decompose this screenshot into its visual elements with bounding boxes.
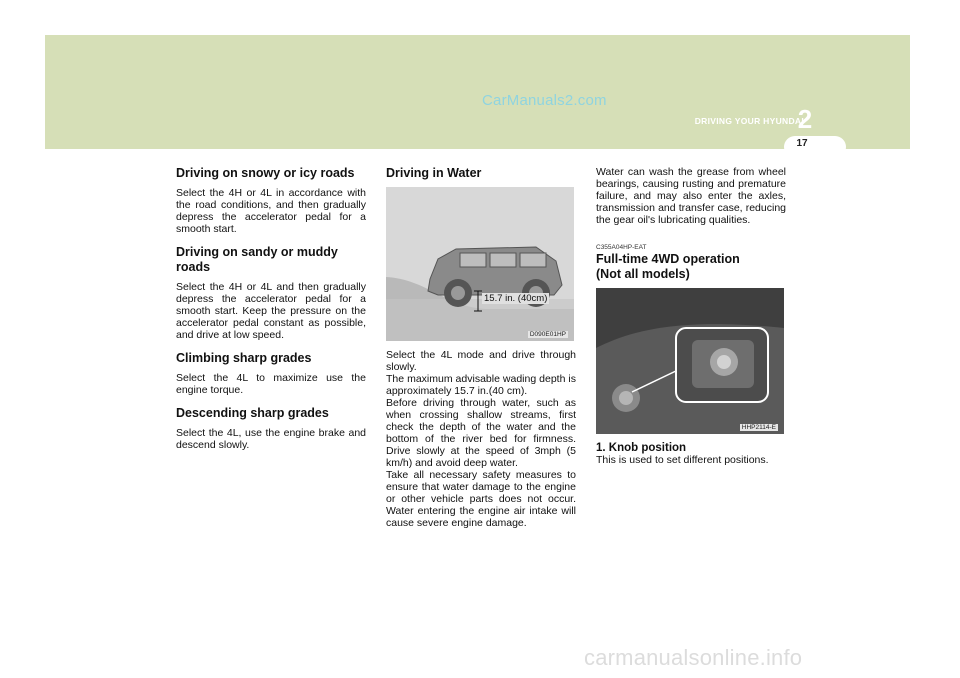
suv-in-water-illustration (386, 187, 574, 341)
figure-code: HHP2114-E (741, 424, 776, 431)
water-paragraph-3: Before driving through water, such as when crossing shallow streams, first check the depth of the water and the bottom of the river bed for firmness. Drive slowly at the speed of 3mph (5 km/h) and avoid deep water. (386, 397, 576, 469)
column-3 (596, 166, 786, 476)
4wd-heading-line2: (Not all models) (596, 267, 690, 281)
water-paragraph-2: The maximum advisable wading depth is approximately 15.7 in.(40 cm). (386, 373, 576, 397)
section-text-descending: Select the 4L, use the engine brake and descend slowly. (176, 427, 366, 451)
bottom-watermark: carmanualsonline.info (584, 645, 803, 670)
water-heading: Driving in Water (386, 166, 482, 180)
chapter-title: DRIVING YOUR HYUNDAI (694, 116, 804, 126)
section-text-climbing: Select the 4L to maximize use the engine torque. (176, 372, 366, 396)
4wd-knob-figure (596, 288, 784, 434)
knob-position-text: This is used to set different positions. (596, 454, 769, 466)
water-depth-figure (386, 187, 574, 341)
page-number: 17 (796, 138, 808, 149)
section-text-snowy: Select the 4H or 4L in accordance with the road conditions, and then gradually depress the accelerator pedal for a smooth start. (176, 187, 366, 235)
section-heading-snowy: Driving on snowy or icy roads (176, 166, 355, 180)
water-paragraph-1: Select the 4L mode and drive through slowly. (386, 349, 576, 373)
section-heading-descending: Descending sharp grades (176, 406, 329, 420)
column-2 (386, 166, 576, 539)
water-intro-continued: Water can wash the grease from wheel bearings, causing rusting and premature failure, and may also enter the axles, transmission and transfer case, reducing the gear oil's lubricating qualities. (596, 166, 786, 226)
section-heading-sandy: Driving on sandy or muddy roads (176, 245, 338, 274)
section-text-sandy: Select the 4H or 4L and then gradually depress the accelerator pedal for a smooth start. Keep the pressure on the accelerator pedal constant as possible, and drive at low speed. (176, 281, 366, 341)
4wd-heading-line1: Full-time 4WD operation (596, 252, 740, 266)
header-band (45, 35, 910, 149)
section-code: C355A04HP-EAT (596, 244, 647, 251)
section-heading-climbing: Climbing sharp grades (176, 351, 312, 365)
knob-position-title: 1. Knob position (596, 442, 687, 454)
wading-depth-label: 15.7 in. (40cm) (484, 293, 548, 304)
column-1 (176, 166, 366, 461)
top-watermark: CarManuals2.com (482, 92, 607, 109)
water-paragraph-4: Take all necessary safety measures to ensure that water damage to the engine or other vehicle parts does not occur. Water entering the engine air intake will cause severe engine damage. (386, 469, 576, 529)
chapter-number: 2 (797, 104, 813, 134)
console-knob-photo (596, 288, 784, 434)
figure-code: D090E01HP (529, 331, 566, 338)
